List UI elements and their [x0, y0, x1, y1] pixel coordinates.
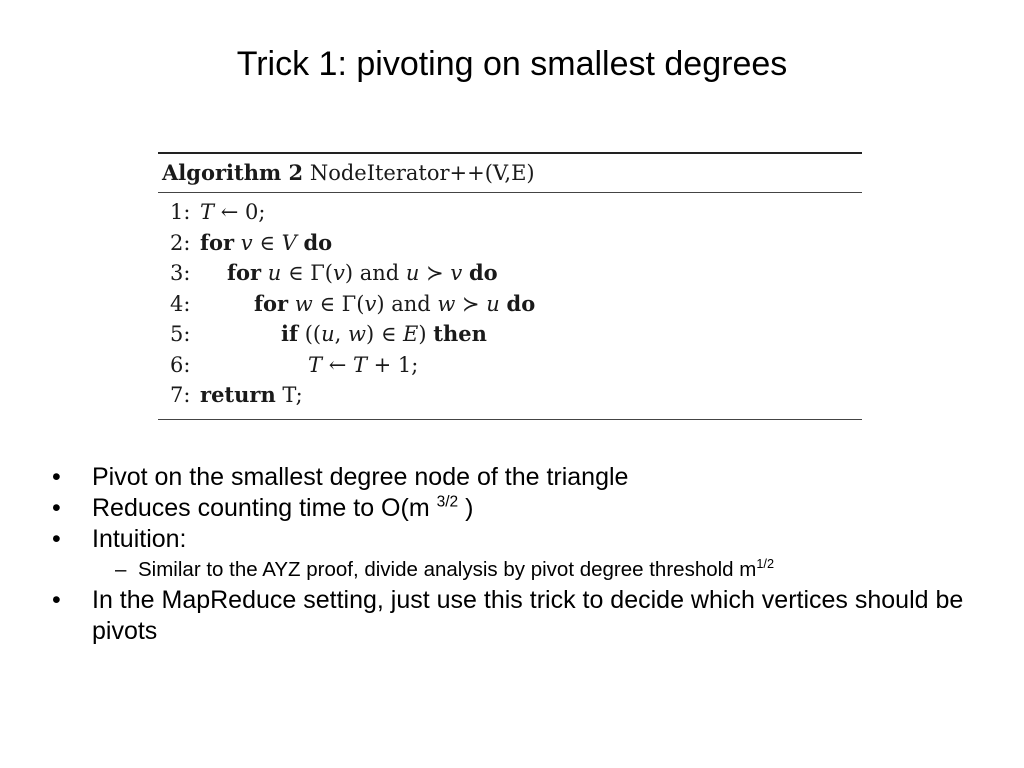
code-text [462, 261, 469, 285]
line-code [200, 292, 535, 316]
line-number: 3: [170, 261, 191, 285]
algorithm-line [170, 380, 303, 410]
code-text: ≻ [419, 261, 451, 285]
code-text: ) [418, 322, 434, 346]
line-number: 7: [170, 383, 191, 407]
algorithm-name: NodeIterator++(V,E) [309, 161, 535, 185]
bullet-item [52, 493, 992, 524]
math-var: w [347, 322, 366, 346]
math-var: u [486, 291, 500, 316]
code-text [500, 292, 507, 316]
math-var: w [437, 291, 456, 316]
line-code [200, 353, 418, 377]
code-text: ∈ Γ( [281, 261, 333, 285]
superscript: 3/2 [436, 493, 459, 511]
math-var: w [294, 291, 313, 316]
math-var: E [403, 322, 419, 346]
algorithm-line [170, 258, 498, 288]
line-number: 5: [170, 322, 191, 346]
code-text: ≻ [455, 291, 487, 316]
code-text: ← [322, 352, 353, 377]
algorithm-line [170, 350, 418, 380]
code-text [288, 292, 295, 316]
math-var: V [281, 230, 297, 255]
algorithm-line [170, 289, 535, 319]
code-text: , [334, 322, 348, 346]
math-var: u [321, 322, 335, 346]
algorithm-bottom-rule [158, 419, 862, 420]
math-var: v [240, 230, 253, 255]
bullet-item [52, 585, 992, 647]
algorithm-box [158, 152, 862, 422]
algorithm-line [170, 319, 487, 349]
math-var: T [308, 352, 323, 377]
sub-bullet-item [52, 555, 992, 585]
keyword: do [506, 290, 536, 316]
keyword: if [281, 321, 299, 346]
keyword: return [200, 382, 276, 407]
bullet-text: Pivot on the smallest degree node of the triangle [92, 463, 629, 491]
line-code [200, 200, 265, 224]
line-code [200, 261, 498, 285]
code-text [234, 231, 241, 255]
sub-bullet-dash: – [115, 558, 127, 581]
bullet-list [52, 462, 992, 647]
keyword: do [303, 229, 333, 255]
code-text: ) and [344, 261, 406, 285]
line-code [200, 383, 303, 407]
keyword: for [200, 229, 235, 255]
bullet-text: In the MapReduce setting, just use this trick to decide which vertices should be pivots [92, 586, 964, 645]
bullet-item [52, 524, 992, 555]
bullet-text: Reduces counting time to O(m [92, 494, 437, 522]
algorithm-heading [162, 158, 535, 188]
line-number: 2: [170, 230, 191, 255]
algorithm-line [170, 228, 332, 258]
math-var: v [364, 291, 377, 316]
bullet-text: Intuition: [92, 525, 187, 553]
bullet-dot: • [52, 525, 61, 553]
line-number: 1: [170, 200, 191, 224]
code-text: ) and [376, 291, 438, 316]
superscript: 1/2 [756, 556, 775, 572]
code-text: ) ∈ [365, 322, 404, 346]
math-var: v [333, 261, 345, 285]
slide-title: Trick 1: pivoting on smallest degrees [236, 45, 788, 83]
keyword: for [254, 290, 289, 316]
keyword: then [433, 321, 487, 346]
code-text: (( [298, 322, 322, 346]
bullet-dot: • [52, 463, 61, 491]
algorithm-label: Algorithm 2 [162, 160, 304, 185]
code-text: T; [275, 383, 303, 407]
code-text: ∈ Γ( [312, 291, 365, 316]
math-var: T [352, 352, 367, 377]
algorithm-top-rule [158, 152, 862, 154]
code-text [261, 261, 268, 285]
code-text: ← 0; [214, 200, 266, 224]
bullet-text-after: ) [458, 494, 474, 522]
algorithm-mid-rule [158, 192, 862, 193]
line-number: 6: [170, 352, 191, 377]
bullet-item [52, 462, 992, 493]
line-number: 4: [170, 291, 191, 316]
math-var: u [267, 261, 282, 285]
line-code [200, 231, 332, 255]
keyword: for [227, 260, 262, 285]
sub-bullet-text: Similar to the AYZ proof, divide analysis by pivot degree threshold m [138, 558, 757, 581]
algorithm-line [170, 197, 265, 227]
keyword: do [468, 260, 498, 285]
code-text: ∈ [252, 230, 282, 255]
bullet-dot: • [52, 586, 61, 614]
math-var: v [450, 261, 463, 285]
bullet-dot: • [52, 494, 61, 522]
code-text: + 1; [366, 352, 419, 377]
math-var: u [405, 261, 420, 285]
math-var: T [200, 200, 215, 224]
line-code [200, 322, 487, 346]
